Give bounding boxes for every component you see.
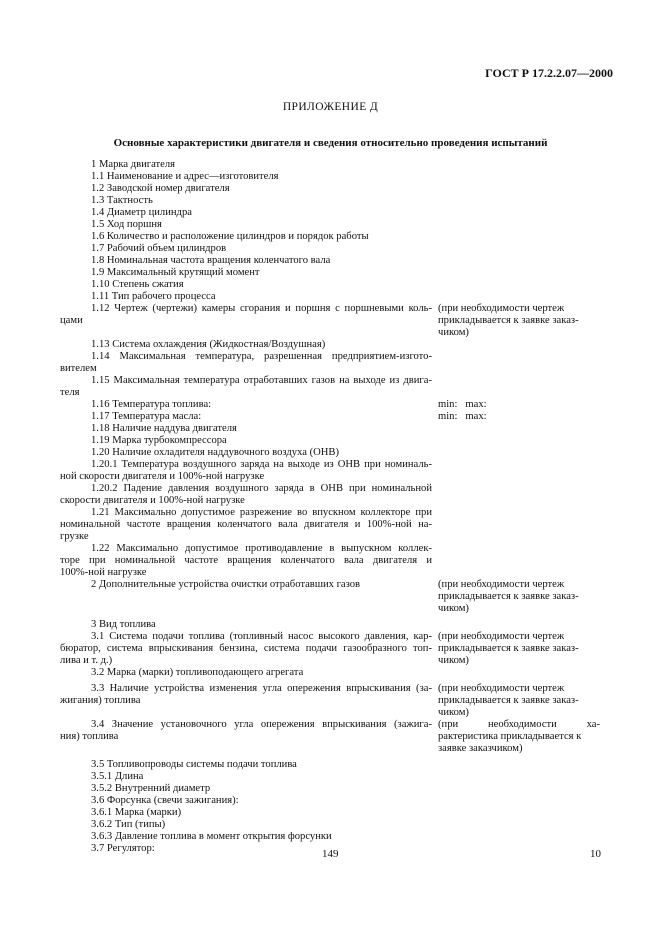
item-1-20-2-cont: скорости двигателя и 100%-ной нагрузке bbox=[60, 495, 245, 506]
sheet-number: 10 bbox=[590, 848, 601, 860]
item-1-14: 1.14 Максимальная температура, разрешенная предприятием-изгото- bbox=[91, 351, 432, 362]
note-drawing: (при необходимости чертеж bbox=[438, 303, 565, 314]
item-1-8: 1.8 Номинальная частота вращения коленчатого вала bbox=[91, 255, 331, 266]
item-1-12: 1.12 Чертеж (чертежи) камеры сгорания и поршня с поршневыми коль- bbox=[91, 303, 432, 314]
item-1-11: 1.11 Тип рабочего процесса bbox=[91, 291, 216, 302]
item-1-20-1-cont: ной скорости двигателя и 100%-ной нагрузке bbox=[60, 471, 265, 482]
item-3-1: 3.1 Система подачи топлива (топливный насос высокого давления, кар- bbox=[91, 631, 432, 642]
document-body bbox=[60, 159, 600, 855]
item-3-4: 3.4 Значение установочного угла опережения впрыскивания (зажига- bbox=[91, 719, 432, 730]
item-1-22: 1.22 Максимально допустимое противодавление в выпускном коллек- bbox=[91, 543, 432, 554]
item-3-4-cont: ния) топлива bbox=[60, 731, 119, 742]
item-1-1: 1.1 Наименование и адрес—изготовителя bbox=[91, 171, 279, 182]
item-3-1-cont: бюратор, система впрыскивания бензина, система подачи газообразного топ- bbox=[60, 643, 432, 654]
max-label: max: bbox=[465, 411, 487, 422]
item-1-7: 1.7 Рабочий объем цилиндров bbox=[91, 243, 227, 254]
item-3-4-row bbox=[60, 719, 600, 755]
item-1-21: 1.21 Максимально допустимое разрежение во впускном коллекторе при bbox=[91, 507, 432, 518]
item-3-3-row bbox=[60, 683, 600, 719]
item-1-22-cont: торе при номинальной частоте вращения коленчатого вала двигателя и bbox=[60, 555, 432, 566]
item-3-5-2: 3.5.2 Внутренний диаметр bbox=[91, 783, 211, 794]
note-drawing: (при необходимости чертеж bbox=[438, 579, 565, 590]
item-3-2: 3.2 Марка (марки) топливоподающего агрегата bbox=[91, 667, 304, 678]
item-1-14-cont: вителем bbox=[60, 363, 97, 374]
item-3-6-3: 3.6.3 Давление топлива в момент открытия форсунки bbox=[91, 831, 332, 842]
item-1-20-1: 1.20.1 Температура воздушного заряда на выходе из ОНВ при номиналь- bbox=[91, 459, 432, 470]
item-1-6: 1.6 Количество и расположение цилиндров и порядок работы bbox=[91, 231, 369, 242]
item-1-12-row bbox=[60, 303, 600, 339]
note-drawing-end: чиком) bbox=[438, 603, 469, 614]
item-1-21-end: грузке bbox=[60, 531, 89, 542]
note-drawing-end: чиком) bbox=[438, 655, 469, 666]
item-1-20-2: 1.20.2 Падение давления воздушного заряда в ОНВ при номинальной bbox=[91, 483, 432, 494]
item-2: 2 Дополнительные устройства очистки отработавших газов bbox=[91, 579, 361, 590]
item-1-18: 1.18 Наличие наддува двигателя bbox=[91, 423, 237, 434]
item-1-10: 1.10 Степень сжатия bbox=[91, 279, 184, 290]
min-label: min: bbox=[438, 399, 458, 410]
item-3: 3 Вид топлива bbox=[91, 619, 156, 630]
item-1-22-end: 100%-ной нагрузке bbox=[60, 567, 147, 578]
item-1-9: 1.9 Максимальный крутящий момент bbox=[91, 267, 260, 278]
item-3-1-end: лива и т. д.) bbox=[60, 655, 113, 666]
item-1-17-row bbox=[60, 411, 600, 423]
document-code: ГОСТ Р 17.2.2.07—2000 bbox=[485, 66, 613, 80]
item-1-15: 1.15 Максимальная температура отработавших газов на выходе из двига- bbox=[91, 375, 432, 386]
item-1: 1 Марка двигателя bbox=[91, 159, 176, 170]
item-3-3-cont: жигания) топлива bbox=[60, 695, 141, 706]
page-number: 149 bbox=[322, 848, 339, 860]
note-drawing-end: чиком) bbox=[438, 707, 469, 718]
max-label: max: bbox=[465, 399, 487, 410]
item-1-3: 1.3 Тактность bbox=[91, 195, 153, 206]
note-characteristic-cont: рактеристика прикладывается к bbox=[438, 731, 582, 742]
note-drawing-cont: прикладывается к заявке заказ- bbox=[438, 643, 579, 654]
item-3-3: 3.3 Наличие устройства изменения угла опережения впрыскивания (за- bbox=[91, 683, 432, 694]
item-3-1-row bbox=[60, 631, 600, 667]
note-drawing: (при необходимости чертеж bbox=[438, 683, 565, 694]
item-3-5: 3.5 Топливопроводы системы подачи топлива bbox=[91, 759, 297, 770]
item-1-20: 1.20 Наличие охладителя наддувочного воздуха (ОНВ) bbox=[91, 447, 340, 458]
item-1-16-row bbox=[60, 399, 600, 411]
item-3-7: 3.7 Регулятор: bbox=[91, 843, 155, 854]
item-1-12-cont: цами bbox=[60, 315, 83, 326]
min-label: min: bbox=[438, 411, 458, 422]
note-drawing-cont: прикладывается к заявке заказ- bbox=[438, 315, 579, 326]
note-drawing-end: чиком) bbox=[438, 327, 469, 338]
item-1-13: 1.13 Система охлаждения (Жидкостная/Воздушная) bbox=[91, 339, 326, 350]
note-characteristic-end: заявке заказчиком) bbox=[438, 743, 523, 754]
item-1-15-cont: теля bbox=[60, 387, 80, 398]
item-3-6: 3.6 Форсунка (свечи зажигания): bbox=[91, 795, 239, 806]
item-1-17: 1.17 Температура масла: bbox=[91, 411, 202, 422]
note-drawing-cont: прикладывается к заявке заказ- bbox=[438, 591, 579, 602]
item-1-21-cont: номинальной частоте вращения коленчатого вала двигателя и 100%-ной на- bbox=[60, 519, 432, 530]
item-1-16: 1.16 Температура топлива: bbox=[91, 399, 212, 410]
item-2-row bbox=[60, 579, 600, 615]
item-3-6-1: 3.6.1 Марка (марки) bbox=[91, 807, 182, 818]
appendix-title: ПРИЛОЖЕНИЕ Д bbox=[282, 101, 379, 113]
item-1-19: 1.19 Марка турбокомпрессора bbox=[91, 435, 227, 446]
note-drawing: (при необходимости чертеж bbox=[438, 631, 565, 642]
item-1-4: 1.4 Диаметр цилиндра bbox=[91, 207, 192, 218]
item-1-5: 1.5 Ход поршня bbox=[91, 219, 162, 230]
note-characteristic: (при необходимости ха- bbox=[438, 719, 600, 730]
section-title: Основные характеристики двигателя и сведения относительно проведения испытаний bbox=[113, 137, 548, 149]
item-3-5-1: 3.5.1 Длина bbox=[91, 771, 144, 782]
item-1-2: 1.2 Заводской номер двигателя bbox=[91, 183, 230, 194]
note-drawing-cont: прикладывается к заявке заказ- bbox=[438, 695, 579, 706]
item-3-6-2: 3.6.2 Тип (типы) bbox=[91, 819, 166, 830]
